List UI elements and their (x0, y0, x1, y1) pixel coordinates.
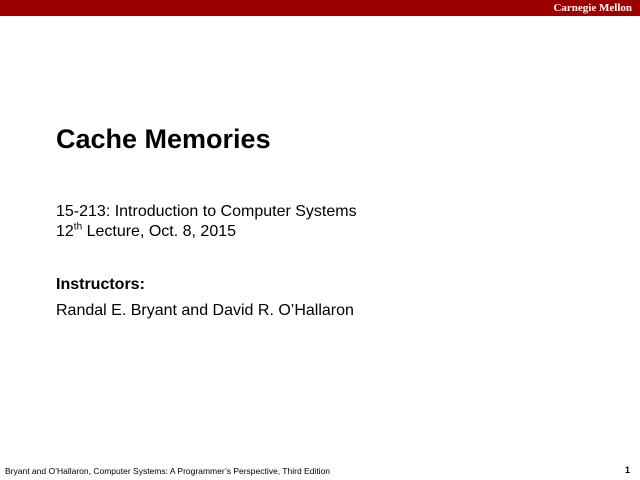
page-number: 1 (624, 465, 630, 475)
instructors-names: Randal E. Bryant and David R. O’Hallaron (56, 302, 354, 319)
header-bar (0, 0, 640, 16)
footer-citation: Bryant and O’Hallaron, Computer Systems: A Programmer’s Perspective, Third Edition (5, 466, 331, 476)
slide-title: Cache Memories (56, 124, 271, 154)
lecture-ordinal: th (73, 221, 83, 233)
lecture-date: Lecture, Oct. 8, 2015 (82, 223, 237, 240)
brand-label: Carnegie Mellon (553, 2, 632, 14)
lecture-info (56, 222, 236, 242)
course-name: 15-213: Introduction to Computer Systems (56, 203, 357, 220)
instructors-label: Instructors: (56, 276, 145, 293)
lecture-number: 12 (56, 223, 74, 240)
